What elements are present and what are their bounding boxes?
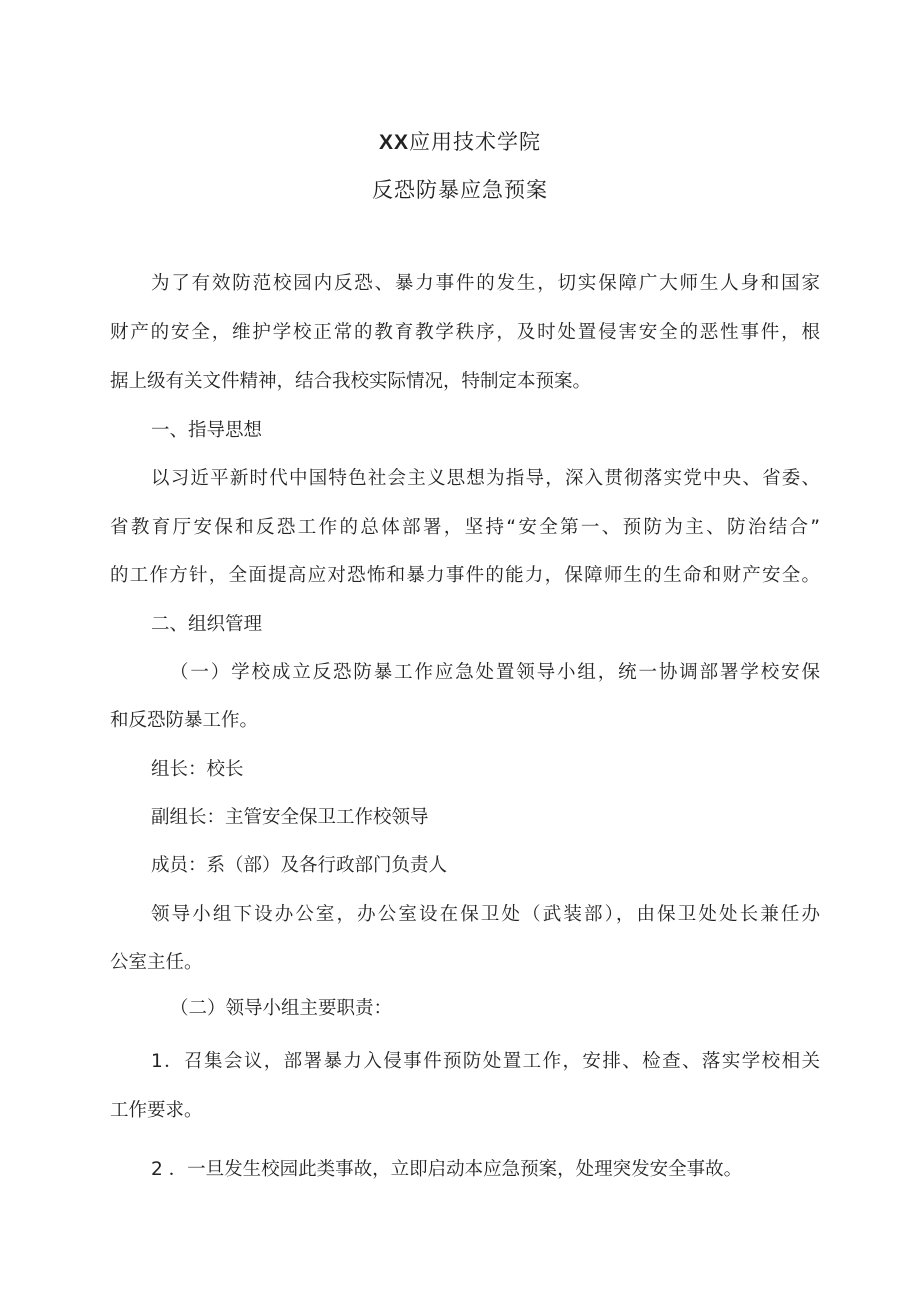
title-prefix: XX — [378, 131, 409, 154]
paragraph-line: 成员：系（部）及各行政部门负责人 — [151, 855, 448, 876]
paragraph-line: 的工作方针，全面提高应对恐怖和暴力事件的能力，保障师生的生命和财产安全。 — [110, 565, 820, 586]
paragraph-line: 副组长：主管安全保卫工作校领导 — [151, 807, 429, 828]
paragraph-line: 1．召集会议，部署暴力入侵事件预防处置工作，安排、检查、落实学校相关 — [151, 1051, 820, 1072]
paragraph-line: 公室主任。 — [110, 952, 203, 973]
paragraph-line: 省教育厅安保和反恐工作的总体部署，坚持“安全第一、预防为主、防治结合” — [110, 517, 820, 538]
paragraph-line: （一）学校成立反恐防暴工作应急处置领导小组，统一协调部署学校安保 — [170, 662, 820, 683]
section-heading: 一、指导思想 — [151, 420, 263, 441]
document-title — [0, 128, 920, 157]
paragraph-line: 领导小组下设办公室，办公室设在保卫处（武装部），由保卫处处长兼任办 — [151, 904, 820, 925]
subsection-heading: （二）领导小组主要职责： — [170, 998, 393, 1019]
paragraph-line: 组长：校长 — [151, 759, 244, 780]
paragraph-line: 2 ．一旦发生校园此类事故，立即启动本应急预案，处理突发安全事故。 — [151, 1159, 743, 1180]
paragraph-line: 以习近平新时代中国特色社会主义思想为指导，深入贯彻落实党中央、省委、 — [151, 468, 820, 489]
document-subtitle: 反恐防暴应急预案 — [372, 178, 548, 202]
paragraph-line: 和反恐防暴工作。 — [110, 710, 259, 731]
title-text: 应用技术学院 — [409, 130, 541, 154]
section-heading: 二、组织管理 — [151, 614, 263, 635]
paragraph-line: 为了有效防范校园内反恐、暴力事件的发生，切实保障广大师生人身和国家 — [151, 273, 820, 294]
paragraph-line: 据上级有关文件精神，结合我校实际情况，特制定本预案。 — [110, 371, 592, 392]
paragraph-line: 工作要求。 — [110, 1100, 203, 1121]
paragraph-line: 财产的安全，维护学校正常的教育教学秩序，及时处置侵害安全的恶性事件，根 — [110, 322, 820, 343]
